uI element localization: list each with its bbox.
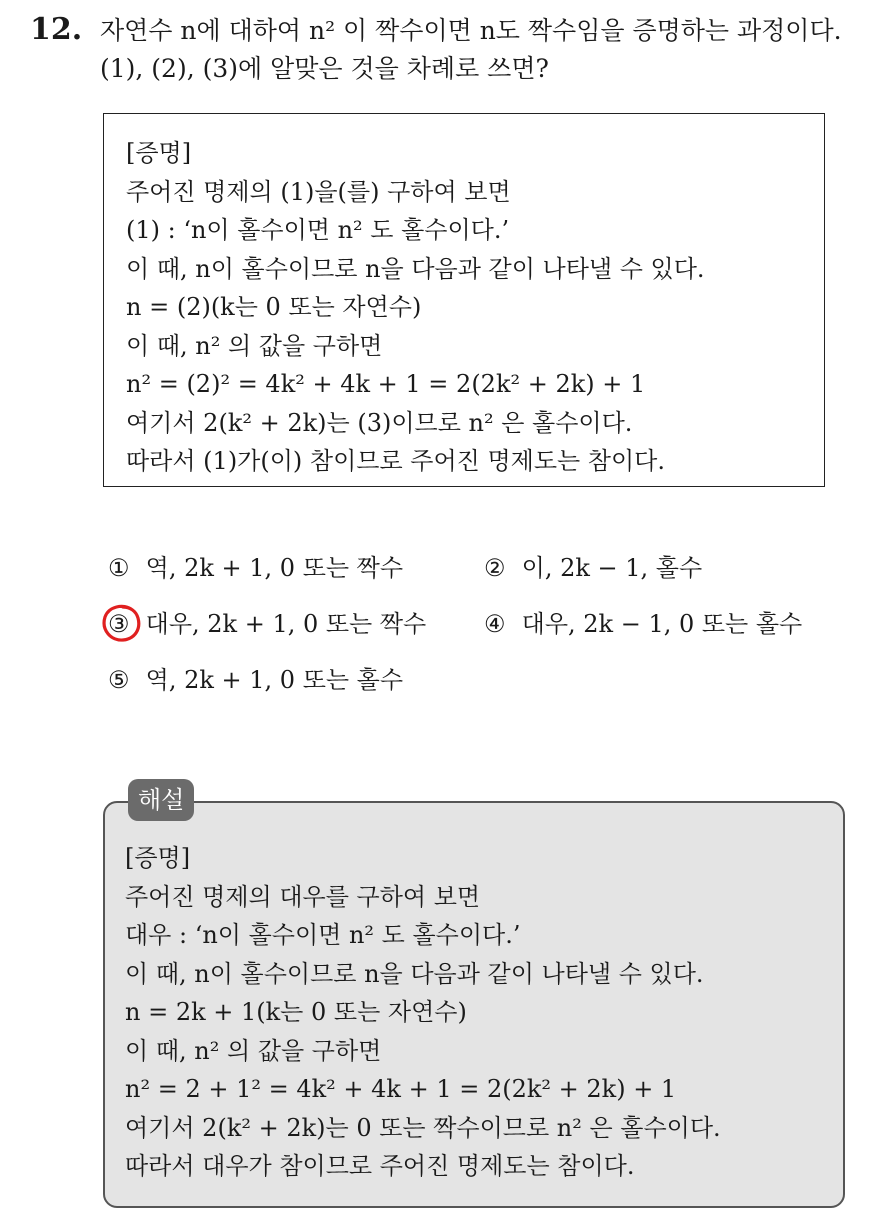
solution-tab-label: 해설 <box>128 779 194 821</box>
question-text <box>100 12 870 88</box>
question-line-2: (1), (2), (3)에 알맞은 것을 차례로 쓰면? <box>100 54 549 83</box>
choice-number: ① <box>108 554 130 582</box>
question-line-1: 자연수 n에 대하여 n² 이 짝수이면 n도 짝수임을 증명하는 과정이다. <box>100 16 842 45</box>
choice-1[interactable] <box>108 548 403 588</box>
choice-number: ② <box>484 554 506 582</box>
question-number: 12. <box>30 12 83 47</box>
choice-5[interactable] <box>108 660 403 700</box>
solution-line: 주어진 명제의 대우를 구하여 보면 <box>125 882 481 911</box>
choice-text: 이, 2k − 1, 홀수 <box>521 554 703 582</box>
solution-line: 여기서 2(k² + 2k)는 0 또는 짝수이므로 n² 은 홀수이다. <box>125 1113 721 1142</box>
choice-2[interactable] <box>484 548 702 588</box>
solution-line: 이 때, n² 의 값을 구하면 <box>125 1036 382 1065</box>
choice-4[interactable] <box>484 604 802 644</box>
proof-line: 이 때, n이 홀수이므로 n을 다음과 같이 나타낼 수 있다. <box>126 254 705 283</box>
choice-number: ④ <box>484 610 506 638</box>
choice-text: 역, 2k + 1, 0 또는 홀수 <box>145 666 404 694</box>
answer-circle-mark <box>101 602 143 644</box>
choice-text: 역, 2k + 1, 0 또는 짝수 <box>145 554 404 582</box>
solution-line: 대우 : ‘n이 홀수이면 n² 도 홀수이다.’ <box>125 921 521 949</box>
proof-line: 이 때, n² 의 값을 구하면 <box>126 331 383 360</box>
proof-line: 주어진 명제의 (1)을(를) 구하여 보면 <box>126 177 511 206</box>
solution-line: 따라서 대우가 참이므로 주어진 명제도는 참이다. <box>125 1152 635 1180</box>
solution-line: 이 때, n이 홀수이므로 n을 다음과 같이 나타낼 수 있다. <box>125 959 704 988</box>
solution-line: [증명] <box>125 844 191 872</box>
choice-number: ⑤ <box>108 666 130 694</box>
proof-line: n² = (2)² = 4k² + 4k + 1 = 2(2k² + 2k) + 1 <box>126 370 646 398</box>
choice-number: ③ <box>108 610 130 638</box>
choice-3[interactable] <box>108 604 426 644</box>
choice-text: 대우, 2k − 1, 0 또는 홀수 <box>521 610 803 638</box>
proof-line: n = (2)(k는 0 또는 자연수) <box>126 293 422 321</box>
proof-line: 따라서 (1)가(이) 참이므로 주어진 명제도는 참이다. <box>126 447 665 475</box>
proof-box <box>103 113 825 487</box>
proof-line: 여기서 2(k² + 2k)는 (3)이므로 n² 은 홀수이다. <box>126 408 633 437</box>
proof-line: (1) : ‘n이 홀수이면 n² 도 홀수이다.’ <box>126 216 510 244</box>
solution-line: n = 2k + 1(k는 0 또는 자연수) <box>125 998 467 1026</box>
proof-line: [증명] <box>126 139 192 167</box>
choice-text: 대우, 2k + 1, 0 또는 짝수 <box>145 610 427 638</box>
solution-box <box>103 801 845 1208</box>
solution-line: n² = 2 + 1² = 4k² + 4k + 1 = 2(2k² + 2k) + 1 <box>125 1075 677 1103</box>
